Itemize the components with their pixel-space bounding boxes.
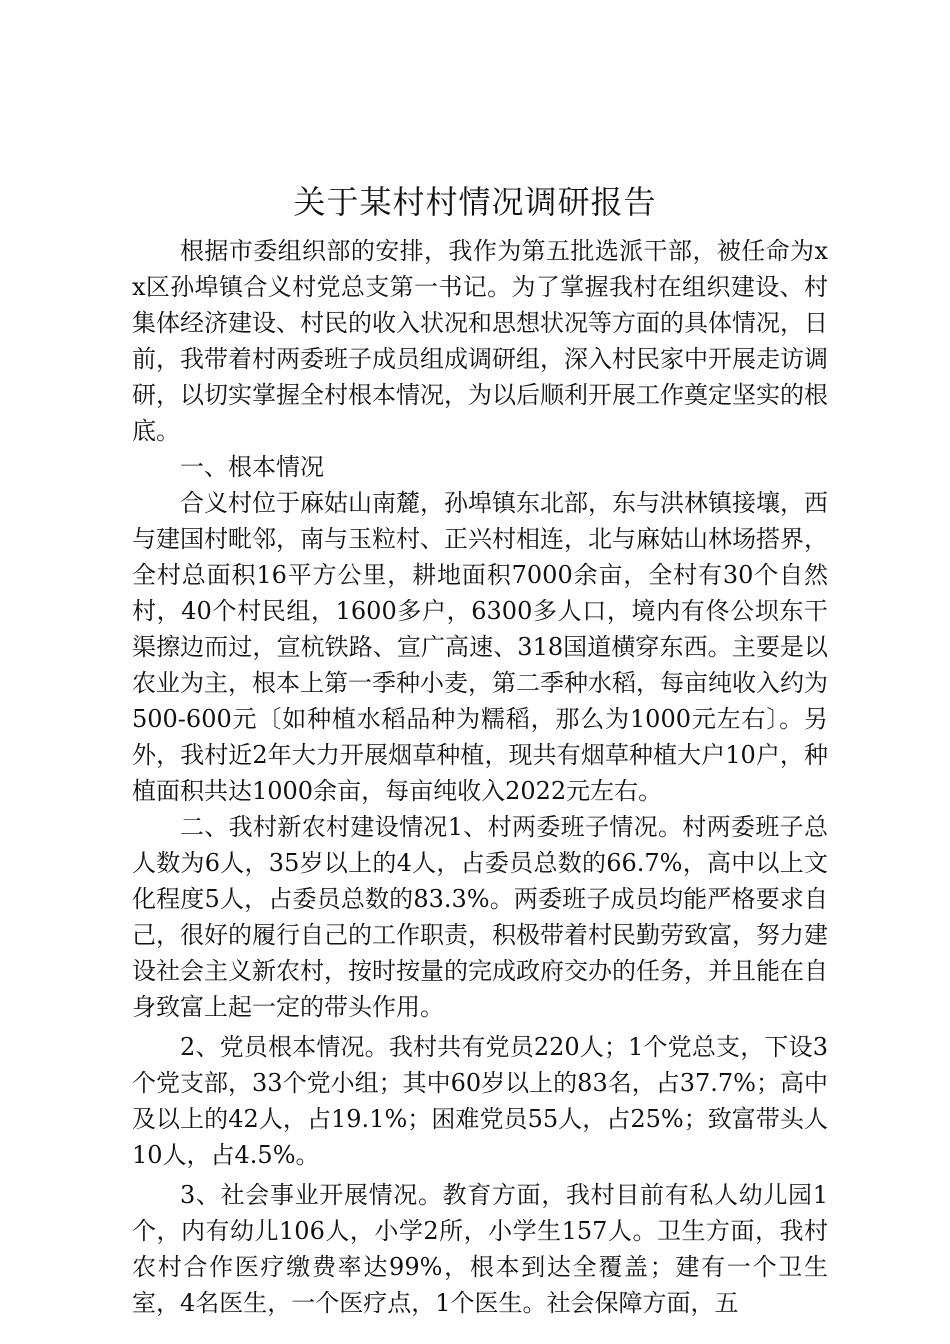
paragraph-basic-situation: 合义村位于麻姑山南麓，孙埠镇东北部，东与洪林镇接壤，西与建国村毗邻，南与玉粒村、正兴村相连，北与麻姑山林场搭界，全村总面积16平方公里，耕地面积7000余亩，全村有30个自然村，40个村民组，1600多户，6300多人口，境内有佟公坝东干渠擦边而过，宣杭铁路、宣广高速、318国道横穿东西。主要是以农业为主，根本上第一季种小麦，第二季种水稻，每亩纯收入约为500-600元〔如种植水稻品种为糯稻，那么为1000元左右〕。另外，我村近2年大力开展烟草种植，现共有烟草种植大户10户，种植面积共达1000余亩，每亩纯收入2022元左右。 <box>132 489 828 805</box>
paragraph-party-members: 2、党员根本情况。我村共有党员220人；1个党总支，下设3个党支部，33个党小组；其中60岁以上的83名，占37.7%；高中及以上的42人，占19.1%；困难党员55人，占25%；致富带头人10人，占4.5%。 <box>132 1033 828 1169</box>
document-body <box>132 233 828 1321</box>
paragraph-village-committee: 二、我村新农村建设情况1、村两委班子情况。村两委班子总人数为6人，35岁以上的4人，占委员总数的66.7%，高中以上文化程度5人，占委员总数的83.3%。两委班子成员均能严格要求自己，很好的履行自己的工作职责，积极带着村民勤劳致富，努力建设社会主义新农村，按时按量的完成政府交办的任务，并且能在自身致富上起一定的带头作用。 <box>132 813 828 1021</box>
document-title: 关于某村村情况调研报告 <box>293 183 657 221</box>
paragraph-intro: 根据市委组织部的安排，我作为第五批选派干部，被任命为xx区孙埠镇合义村党总支第一书记。为了掌握我村在组织建设、村集体经济建设、村民的收入状况和思想状况等方面的具体情况，日前，我带着村两委班子成员组成调研组，深入村民家中开展走访调研，以切实掌握全村根本情况，为以后顺利开展工作奠定坚实的根底。 <box>132 237 828 445</box>
paragraph-social-affairs: 3、社会事业开展情况。教育方面，我村目前有私人幼儿园1个，内有幼儿106人，小学2所，小学生157人。卫生方面，我村农村合作医疗缴费率达99%，根本到达全覆盖；建有一个卫生室，4名医生，一个医疗点，1个医生。社会保障方面，五 <box>132 1181 828 1317</box>
heading-basic-situation: 一、根本情况 <box>180 453 324 481</box>
